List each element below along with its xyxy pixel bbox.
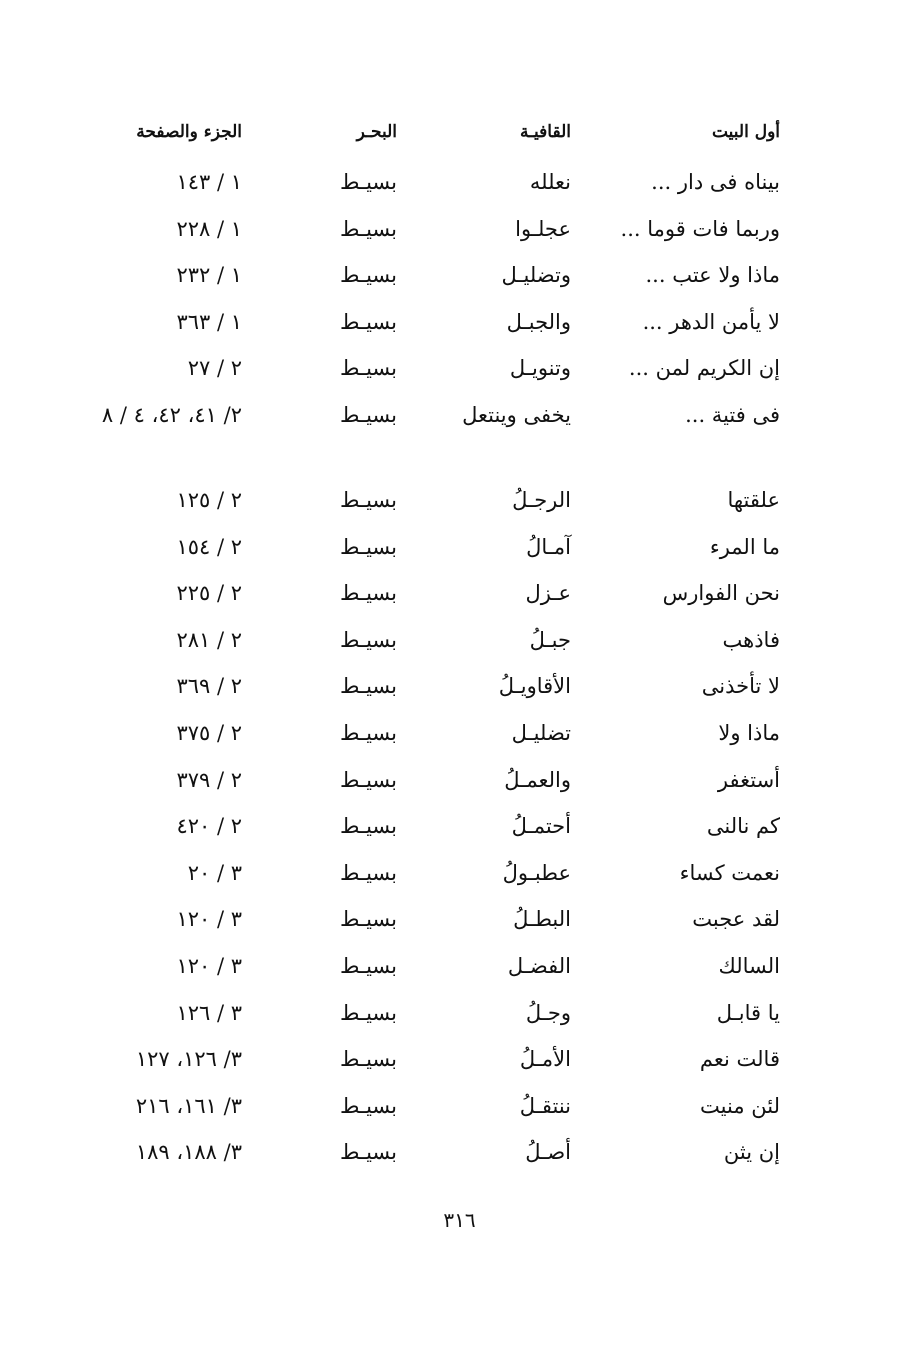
table-row <box>100 348 790 395</box>
table-row <box>100 853 790 900</box>
part-page-cell: ٣/ ١٦١، ٢١٦ <box>135 1093 242 1118</box>
first-verse-cell: كم نالنى <box>706 814 780 839</box>
rhyme-cell: الفضـل <box>507 953 571 978</box>
table-row <box>100 255 790 302</box>
page-number: ٣١٦ <box>443 1208 476 1232</box>
table-row <box>100 209 790 256</box>
first-verse-cell: ماذا ولا عتب ... <box>645 263 780 288</box>
table-row <box>100 1039 790 1086</box>
part-page-cell: ٢/ ٤١، ٤٢، ٤ / ٨ <box>101 402 242 427</box>
table-row <box>100 1086 790 1133</box>
table-row <box>100 666 790 713</box>
first-verse-cell: أستغفر <box>717 767 780 792</box>
first-verse-cell: لقد عجبت <box>692 907 780 932</box>
verse-index-table <box>100 112 790 1179</box>
rhyme-cell: البطـلُ <box>513 907 571 932</box>
part-page-cell: ٢ / ٣٧٥ <box>176 720 242 745</box>
rhyme-cell: أحتمـلُ <box>511 814 571 839</box>
rhyme-cell: عـزل <box>525 581 571 606</box>
rhyme-cell: تضليـل <box>511 720 571 745</box>
table-row <box>100 1132 790 1179</box>
header-rhyme: القافيـة <box>519 122 571 142</box>
meter-cell: بسيـط <box>339 487 397 512</box>
part-page-cell: ٣ / ١٢٠ <box>176 953 242 978</box>
table-row <box>100 806 790 853</box>
table-row <box>100 993 790 1040</box>
first-verse-cell: نعمت كساء <box>679 860 780 885</box>
first-verse-cell: يا قابـل <box>716 1000 780 1025</box>
meter-cell: بسيـط <box>339 263 397 288</box>
table-row <box>100 395 790 480</box>
table-body <box>100 162 790 1179</box>
meter-cell: بسيـط <box>339 953 397 978</box>
meter-cell: بسيـط <box>339 627 397 652</box>
first-verse-cell: السالك <box>718 953 780 978</box>
table-row <box>100 760 790 807</box>
part-page-cell: ١ / ٢٣٢ <box>176 263 242 288</box>
table-row <box>100 162 790 209</box>
rhyme-cell: الأقاويـلُ <box>498 674 571 699</box>
part-page-cell: ٢ / ٤٢٠ <box>176 814 242 839</box>
first-verse-cell: نحن الفوارس <box>662 581 780 606</box>
table-row <box>100 527 790 574</box>
table-row <box>100 480 790 527</box>
meter-cell: بسيـط <box>339 170 397 194</box>
rhyme-cell: الأمـلُ <box>519 1047 571 1072</box>
meter-cell: بسيـط <box>339 356 397 381</box>
part-page-cell: ٢ / ٣٧٩ <box>176 767 242 792</box>
first-verse-cell: لا تأخذنى <box>701 674 780 699</box>
part-page-cell: ١ / ١٤٣ <box>176 170 242 194</box>
header-meter: البحـر <box>356 122 397 142</box>
meter-cell: بسيـط <box>339 402 397 427</box>
first-verse-cell: بيناه فى دار ... <box>651 170 780 194</box>
rhyme-cell: وجـلُ <box>525 1000 571 1025</box>
meter-cell: بسيـط <box>339 1093 397 1118</box>
rhyme-cell: نعلله <box>529 170 571 194</box>
part-page-cell: ٣ / ١٢٦ <box>176 1000 242 1025</box>
part-page-cell: ٣ / ٢٠ <box>187 860 242 885</box>
part-page-cell: ٢ / ١٥٤ <box>176 534 242 559</box>
first-verse-cell: ماذا ولا <box>718 720 780 745</box>
meter-cell: بسيـط <box>339 1000 397 1025</box>
part-page-cell: ٢ / ٢٨١ <box>176 627 242 652</box>
table-row <box>100 302 790 349</box>
meter-cell: بسيـط <box>339 860 397 885</box>
meter-cell: بسيـط <box>339 674 397 699</box>
first-verse-cell: إن يثن <box>723 1140 780 1165</box>
part-page-cell: ١ / ٣٦٣ <box>176 309 242 334</box>
first-verse-cell: فاذهب <box>722 627 780 652</box>
rhyme-cell: وتنويـل <box>509 356 571 381</box>
header-first-verse: أول البيت <box>711 122 780 142</box>
rhyme-cell: والعمـلُ <box>504 767 571 792</box>
rhyme-cell: ننتقـلُ <box>519 1093 571 1118</box>
meter-cell: بسيـط <box>339 907 397 932</box>
first-verse-cell: لئن منيت <box>700 1093 780 1118</box>
table-header-row <box>100 112 790 162</box>
part-page-cell: ٢ / ٢٧ <box>187 356 242 381</box>
part-page-cell: ٢ / ٢٢٥ <box>176 581 242 606</box>
part-page-cell: ٢ / ١٢٥ <box>176 487 242 512</box>
first-verse-cell: قالت نعم <box>699 1047 780 1072</box>
rhyme-cell: عطبـولُ <box>502 860 571 885</box>
rhyme-cell: الرجـلُ <box>512 487 571 512</box>
part-page-cell: ٣/ ١٢٦، ١٢٧ <box>135 1047 242 1072</box>
rhyme-cell: جبـلُ <box>529 627 571 652</box>
meter-cell: بسيـط <box>339 1140 397 1165</box>
meter-cell: بسيـط <box>339 1047 397 1072</box>
table-row <box>100 713 790 760</box>
meter-cell: بسيـط <box>339 309 397 334</box>
meter-cell: بسيـط <box>339 814 397 839</box>
meter-cell: بسيـط <box>339 534 397 559</box>
first-verse-cell: وربما فات قوما ... <box>620 216 780 241</box>
first-verse-cell: لا يأمن الدهر ... <box>642 309 780 334</box>
part-page-cell: ١ / ٢٢٨ <box>176 216 242 241</box>
rhyme-cell: أصـلُ <box>525 1140 571 1165</box>
rhyme-cell: والجبـل <box>506 309 571 334</box>
part-page-cell: ٣/ ١٨٨، ١٨٩ <box>135 1140 242 1165</box>
header-part-page: الجزء والصفحة <box>136 122 242 142</box>
meter-cell: بسيـط <box>339 767 397 792</box>
meter-cell: بسيـط <box>339 216 397 241</box>
table-row <box>100 946 790 993</box>
part-page-cell: ٣ / ١٢٠ <box>176 907 242 932</box>
table-row <box>100 899 790 946</box>
table-row <box>100 620 790 667</box>
rhyme-cell: يخفى وينتعل <box>462 402 571 427</box>
rhyme-cell: آمـالُ <box>526 534 571 559</box>
part-page-cell: ٢ / ٣٦٩ <box>176 674 242 699</box>
first-verse-cell: إن الكريم لمن ... <box>628 356 780 381</box>
meter-cell: بسيـط <box>339 720 397 745</box>
meter-cell: بسيـط <box>339 581 397 606</box>
table-row <box>100 573 790 620</box>
rhyme-cell: عجلـوا <box>515 216 571 241</box>
first-verse-cell: ما المرء <box>709 534 780 559</box>
rhyme-cell: وتضليـل <box>501 263 571 288</box>
first-verse-cell: علقتها <box>727 487 780 512</box>
first-verse-cell: فى فتية ... <box>685 402 780 427</box>
